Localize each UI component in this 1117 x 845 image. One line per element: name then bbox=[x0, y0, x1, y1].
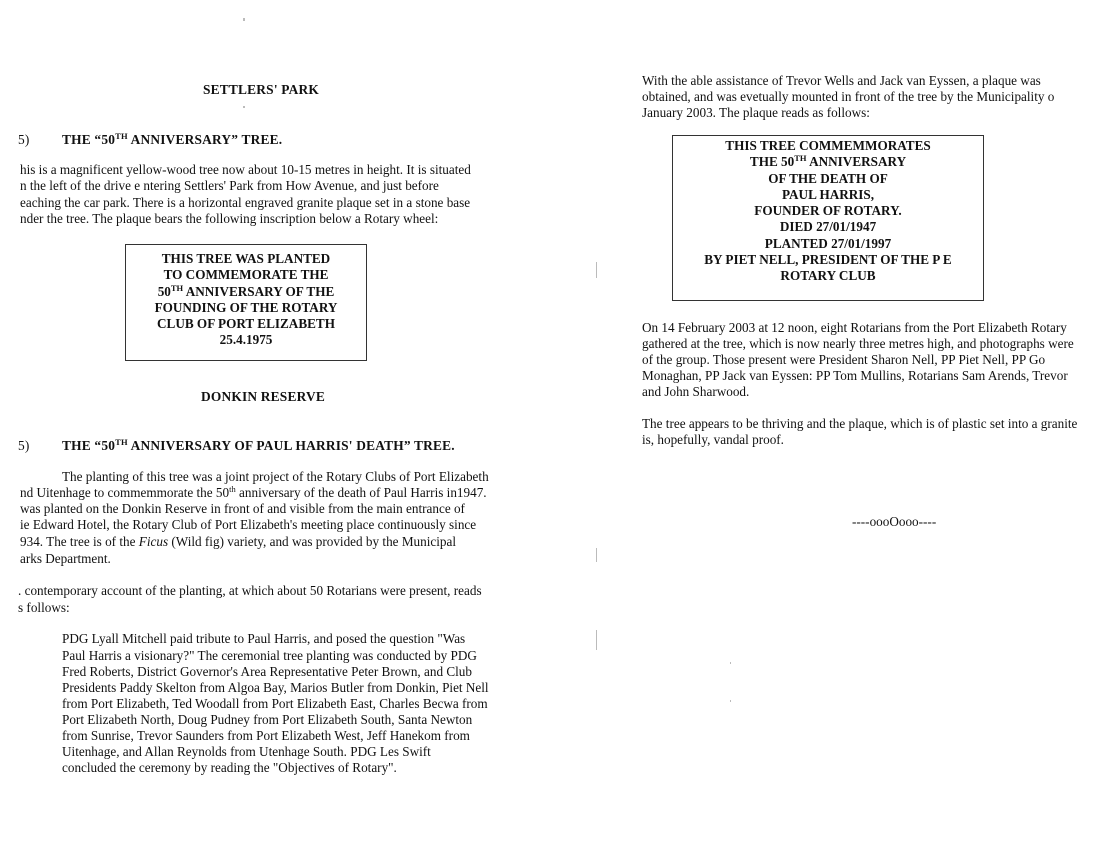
item2-title-post: ANNIVERSARY OF PAUL HARRIS' DEATH” TREE. bbox=[127, 438, 455, 453]
plaque-line2-post: ANNIVERSARY bbox=[806, 154, 907, 170]
quote-line: Presidents Paddy Skelton from Algoa Bay, Marios Butler from Donkin, Piet Nell bbox=[62, 680, 489, 695]
scan-mark bbox=[596, 548, 597, 562]
plaque-line: OF THE DEATH OF bbox=[768, 170, 888, 186]
plaque-line bbox=[673, 154, 983, 170]
quote-line: PDG Lyall Mitchell paid tribute to Paul Harris, and posed the question "Was bbox=[62, 631, 466, 646]
item2-title-sup: TH bbox=[115, 437, 128, 447]
intro-line: obtained, and was evetually mounted in front of the tree by the Municipality o bbox=[642, 89, 1055, 104]
plaque-line3-pre: 50 bbox=[157, 283, 171, 299]
plaque-line: FOUNDING OF THE ROTARY bbox=[154, 299, 338, 315]
plaque-line3-post: ANNIVERSARY OF THE bbox=[183, 283, 335, 299]
scan-speck bbox=[243, 18, 245, 21]
item2-title bbox=[62, 438, 455, 454]
item2-line: s follows: bbox=[18, 600, 70, 615]
quote-line: concluded the ceremony by reading the "Objectives of Rotary". bbox=[62, 760, 397, 775]
item2-line bbox=[20, 485, 487, 501]
quote-line: Fred Roberts, District Governor's Area Representative Peter Brown, and Club bbox=[62, 664, 472, 679]
intro-line: January 2003. The plaque reads as follows: bbox=[642, 105, 870, 120]
end-mark: ----oooOooo---- bbox=[852, 514, 937, 529]
para3-line: is, hopefully, vandal proof. bbox=[642, 432, 784, 447]
item2-line: was planted on the Donkin Reserve in front of and visible from the main entrance of bbox=[20, 501, 465, 516]
item2-line5-pre: 934. The tree is of the bbox=[20, 534, 139, 549]
plaque-box-1975 bbox=[125, 244, 367, 361]
settlers-park-title: SETTLERS' PARK bbox=[203, 82, 320, 97]
scan-mark bbox=[596, 262, 597, 278]
plaque-line: 25.4.1975 bbox=[219, 332, 273, 348]
item2-line: arks Department. bbox=[20, 551, 111, 566]
item2-number: 5) bbox=[18, 438, 30, 453]
item1-line: eaching the car park. There is a horizontal engraved granite plaque set in a stone base bbox=[20, 195, 471, 210]
para2-line: Monaghan, PP Jack van Eyssen: PP Tom Mullins, Rotarians Sam Arends, Trevor bbox=[642, 368, 1068, 383]
item1-number: 5) bbox=[18, 132, 30, 147]
plaque-line: THIS TREE COMMEMMORATES bbox=[725, 138, 931, 153]
item2-line2-pre: nd Uitenhage to commemmorate the 50 bbox=[20, 485, 230, 500]
plaque-line: FOUNDER OF ROTARY. bbox=[754, 203, 902, 219]
plaque-line bbox=[126, 284, 366, 300]
item1-title bbox=[62, 132, 282, 148]
para2-line: of the group. Those present were President Sharon Nell, PP Piet Nell, PP Go bbox=[642, 352, 1046, 367]
quote-line: from Port Elizabeth, Ted Woodall from Port Elizabeth East, Charles Becwa from bbox=[62, 696, 488, 711]
scan-speck bbox=[730, 662, 731, 664]
plaque-line: PAUL HARRIS, bbox=[781, 186, 875, 202]
para2-line: and John Sharwood. bbox=[642, 384, 750, 399]
plaque-line2-sup: TH bbox=[794, 153, 807, 164]
item1-line: n the left of the drive e ntering Settlers' Park from How Avenue, and just before bbox=[20, 178, 439, 193]
item1-title-sup: TH bbox=[115, 131, 128, 141]
item2-line2-post: anniversary of the death of Paul Harris in1947. bbox=[235, 485, 487, 500]
scan-speck bbox=[730, 700, 731, 702]
plaque-line: ROTARY CLUB bbox=[780, 268, 876, 284]
quote-line: from Sunrise, Trevor Saunders from Port Elizabeth West, Jeff Hanekom from bbox=[62, 728, 470, 743]
item1-line: nder the tree. The plaque bears the following inscription below a Rotary wheel: bbox=[20, 211, 439, 226]
item2-line: . contemporary account of the planting, at which about 50 Rotarians were present, reads bbox=[18, 583, 482, 598]
plaque-line: PLANTED 27/01/1997 bbox=[764, 235, 892, 251]
item2-line: The planting of this tree was a joint project of the Rotary Clubs of Port Elizabeth bbox=[62, 469, 489, 484]
scan-speck bbox=[243, 106, 245, 108]
item1-title-pre: THE “50 bbox=[62, 132, 116, 147]
plaque-box-1997 bbox=[672, 135, 984, 301]
item2-line: ie Edward Hotel, the Rotary Club of Port Elizabeth's meeting place continuously since bbox=[20, 517, 477, 532]
item2-line bbox=[20, 534, 456, 550]
scan-mark bbox=[596, 630, 597, 650]
quote-line: Port Elizabeth North, Doug Pudney from Port Elizabeth South, Santa Newton bbox=[62, 712, 473, 727]
quote-line: Paul Harris a visionary?" The ceremonial tree planting was conducted by PDG bbox=[62, 648, 477, 663]
plaque-line: CLUB OF PORT ELIZABETH bbox=[157, 316, 335, 332]
plaque-line: TO COMMEMORATE THE bbox=[163, 267, 329, 283]
plaque-line: BY PIET NELL, PRESIDENT OF THE P E bbox=[704, 252, 952, 268]
quote-line: Uitenhage, and Allan Reynolds from Utenhage South. PDG Les Swift bbox=[62, 744, 431, 759]
para2-line: On 14 February 2003 at 12 noon, eight Rotarians from the Port Elizabeth Rotary bbox=[642, 320, 1067, 335]
plaque-line: THIS TREE WAS PLANTED bbox=[161, 251, 331, 266]
intro-line: With the able assistance of Trevor Wells and Jack van Eyssen, a plaque was bbox=[642, 73, 1041, 88]
item2-line5-em: Ficus bbox=[138, 534, 169, 549]
item2-title-pre: THE “50 bbox=[62, 438, 116, 453]
item2-line2-sup: th bbox=[229, 484, 236, 494]
item2-line5-post: (Wild fig) variety, and was provided by the Municipal bbox=[168, 534, 457, 549]
plaque-line3-sup: TH bbox=[170, 282, 184, 293]
plaque-line2-pre: THE 50 bbox=[749, 154, 795, 170]
donkin-reserve-title: DONKIN RESERVE bbox=[201, 389, 325, 404]
plaque-line: DIED 27/01/1947 bbox=[779, 219, 877, 235]
para3-line: The tree appears to be thriving and the plaque, which is of plastic set into a granite bbox=[642, 416, 1078, 431]
item1-line: his is a magnificent yellow-wood tree now about 10-15 metres in height. It is situated bbox=[20, 162, 471, 177]
para2-line: gathered at the tree, which is now nearly three metres high, and photographs were bbox=[642, 336, 1074, 351]
item1-title-post: ANNIVERSARY” TREE. bbox=[127, 132, 283, 147]
